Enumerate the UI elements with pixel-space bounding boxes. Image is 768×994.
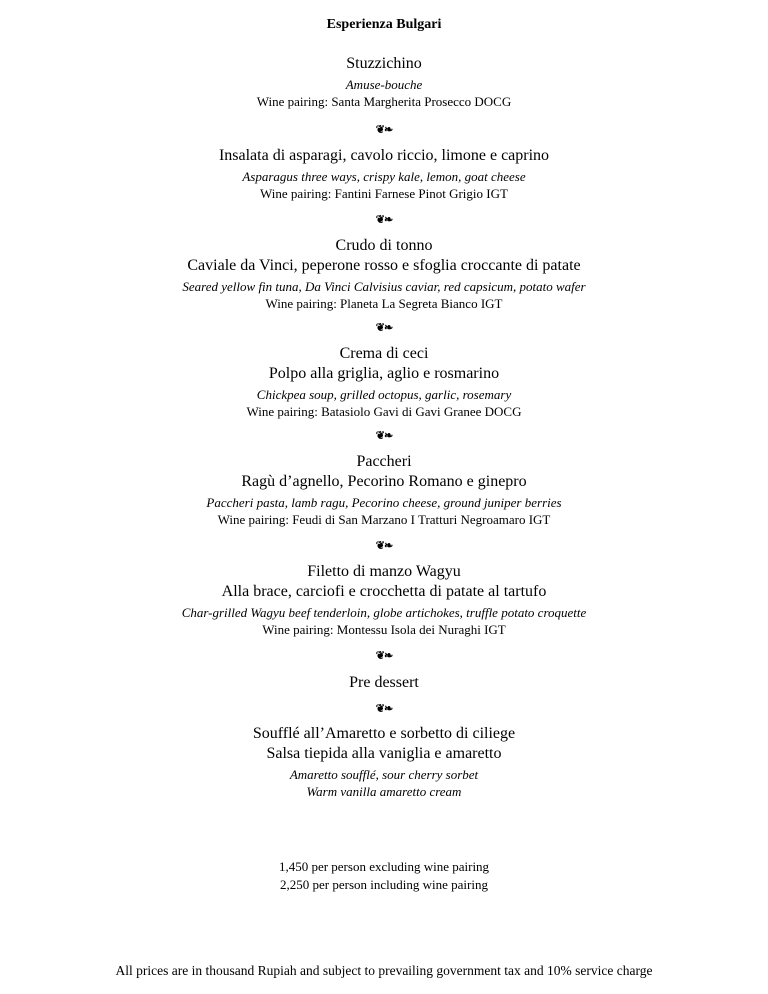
course-paccheri <box>0 452 768 528</box>
course-name-line-2: Polpo alla griglia, aglio e rosmarino <box>268 365 500 382</box>
ornament-divider: ❦❧ <box>375 540 393 552</box>
price-excluding-wine: 1,450 per person excluding wine pairing <box>278 859 490 874</box>
wine-pairing: Wine pairing: Planeta La Segreta Bianco IGT <box>265 296 503 311</box>
course-insalata <box>0 146 768 202</box>
course-souffle <box>0 724 768 800</box>
wine-pairing: Wine pairing: Batasiolo Gavi di Gavi Granee DOCG <box>246 404 522 419</box>
course-name-line-2: Caviale da Vinci, peperone rosso e sfoglia croccante di patate <box>187 257 581 274</box>
wine-pairing: Wine pairing: Montessu Isola dei Nuraghi IGT <box>262 622 506 637</box>
course-stuzzichino <box>0 54 768 110</box>
price-including-wine: 2,250 per person including wine pairing <box>280 877 488 892</box>
price-footnote: All prices are in thousand Rupiah and subject to prevailing government tax and 10% service charge <box>115 963 653 978</box>
wine-pairing: Wine pairing: Fantini Farnese Pinot Grigio IGT <box>260 186 508 201</box>
ornament-divider: ❦❧ <box>375 322 393 334</box>
course-crema-di-ceci <box>0 344 768 420</box>
course-pre-dessert <box>0 673 768 693</box>
price-block <box>0 858 768 894</box>
course-name: Paccheri <box>356 453 412 470</box>
course-description: Char-grilled Wagyu beef tenderloin, globe artichokes, truffle potato croquette <box>181 605 587 620</box>
ornament-divider: ❦❧ <box>375 650 393 662</box>
ornament-divider: ❦❧ <box>375 430 393 442</box>
course-name-line-2: Salsa tiepida alla vaniglia e amaretto <box>266 745 502 762</box>
course-description: Amaretto soufflé, sour cherry sorbet <box>289 767 479 782</box>
course-name: Pre dessert <box>349 674 419 691</box>
course-name: Stuzzichino <box>346 55 422 72</box>
course-description: Amuse-bouche <box>345 77 423 92</box>
course-name-line-2: Alla brace, carciofi e crocchetta di patate al tartufo <box>221 583 547 600</box>
menu-title: Esperienza Bulgari <box>326 17 442 32</box>
course-description: Seared yellow fin tuna, Da Vinci Calvisius caviar, red capsicum, potato wafer <box>182 279 586 294</box>
ornament-divider: ❦❧ <box>375 124 393 136</box>
wine-pairing: Wine pairing: Santa Margherita Prosecco DOCG <box>256 94 512 109</box>
course-name: Filetto di manzo Wagyu <box>307 563 461 580</box>
course-filetto-wagyu <box>0 562 768 638</box>
course-name: Crudo di tonno <box>335 237 433 254</box>
course-name: Insalata di asparagi, cavolo riccio, limone e caprino <box>218 147 550 164</box>
course-name-line-2: Ragù d’agnello, Pecorino Romano e ginepro <box>241 473 527 490</box>
course-name: Soufflé all’Amaretto e sorbetto di ciliege <box>252 725 516 742</box>
course-description: Chickpea soup, grilled octopus, garlic, rosemary <box>256 387 512 402</box>
wine-pairing: Wine pairing: Feudi di San Marzano I Tratturi Negroamaro IGT <box>217 512 551 527</box>
course-description: Asparagus three ways, crispy kale, lemon, goat cheese <box>242 169 526 184</box>
course-description: Paccheri pasta, lamb ragu, Pecorino cheese, ground juniper berries <box>206 495 562 510</box>
course-description-line-2: Warm vanilla amaretto cream <box>306 784 462 799</box>
course-name: Crema di ceci <box>339 345 429 362</box>
ornament-divider: ❦❧ <box>375 214 393 226</box>
ornament-divider: ❦❧ <box>375 703 393 715</box>
course-crudo-di-tonno <box>0 236 768 312</box>
